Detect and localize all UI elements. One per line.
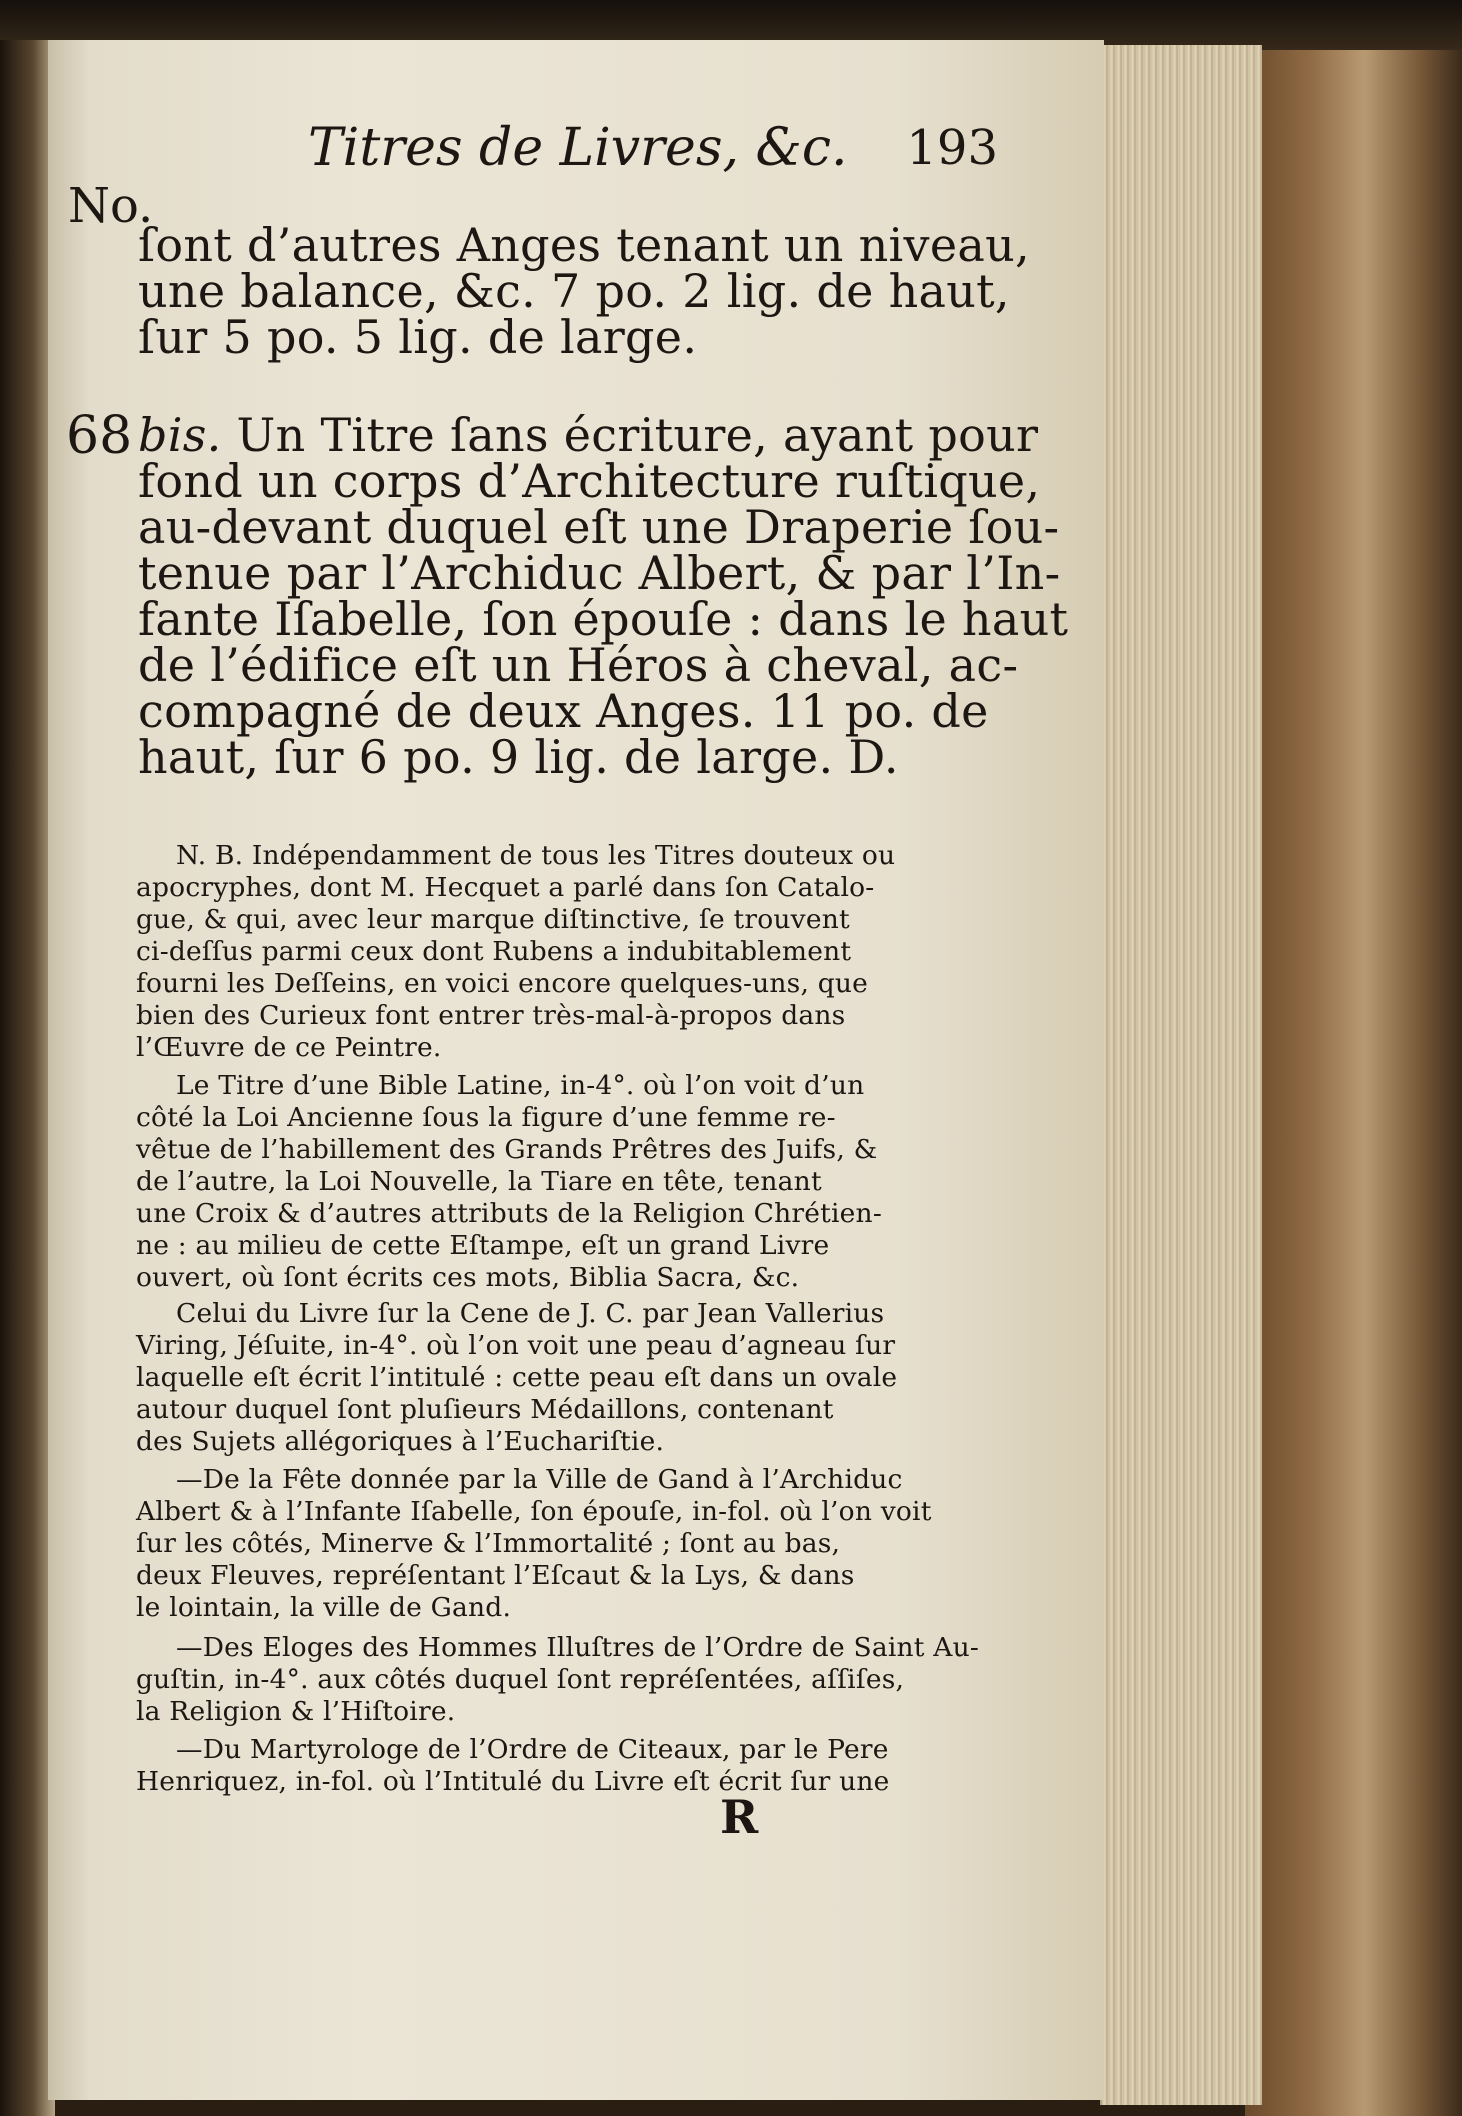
note-line: gue, & qui, avec leur marque diſtinctive, ſe trouvent bbox=[136, 904, 850, 935]
note-line: deux Fleuves, repréſentant l’Eſcaut & la Lys, & dans bbox=[136, 1560, 855, 1591]
note-line: guſtin, in-4°. aux côtés duquel ſont repréſentées, aſſiſes, bbox=[136, 1664, 905, 1695]
note-line: fourni les Deſſeins, en voici encore quelques-uns, que bbox=[136, 968, 869, 999]
note-line: vêtue de l’habillement des Grands Prêtres des Juifs, & bbox=[136, 1134, 878, 1165]
book-page bbox=[48, 40, 1104, 2100]
entry-line: haut, ſur 6 po. 9 lig. de large. D. bbox=[138, 730, 899, 784]
entry-line: fond un corps d’Architecture ruſtique, bbox=[138, 454, 1041, 508]
note-line: une Croix & d’autres attributs de la Religion Chrétien- bbox=[136, 1198, 882, 1229]
page-block-edges bbox=[1100, 45, 1262, 2105]
note-line: de l’autre, la Loi Nouvelle, la Tiare en tête, tenant bbox=[136, 1166, 822, 1197]
continuation-line: ſont d’autres Anges tenant un niveau, bbox=[138, 218, 1030, 272]
note-line: —Du Martyrologe de l’Ordre de Citeaux, par le Pere bbox=[176, 1734, 889, 1765]
entry-bis: bis. bbox=[138, 408, 222, 462]
entry-first-line: Un Titre ſans écriture, ayant pour bbox=[236, 408, 1039, 462]
note-line: —De la Fête donnée par la Ville de Gand à l’Archiduc bbox=[176, 1464, 903, 1495]
note-line: ſur les côtés, Minerve & l’Immortalité ; ſont au bas, bbox=[136, 1528, 841, 1559]
note-line: Celui du Livre ſur la Cene de J. C. par Jean Vallerius bbox=[176, 1298, 885, 1329]
continuation-line: une balance, &c. 7 po. 2 lig. de haut, bbox=[138, 264, 1010, 318]
book-gutter bbox=[0, 40, 55, 2116]
entry-line: tenue par l’Archiduc Albert, & par l’In- bbox=[138, 546, 1061, 600]
entry-number: 68 bbox=[66, 406, 133, 466]
note-line: laquelle eſt écrit l’intitulé : cette peau eſt dans un ovale bbox=[136, 1362, 898, 1393]
note-line: Le Titre d’une Bible Latine, in-4°. où l’on voit d’un bbox=[176, 1070, 865, 1101]
page-number: 193 bbox=[906, 120, 998, 176]
note-line: apocryphes, dont M. Hecquet a parlé dans ſon Catalo- bbox=[136, 872, 875, 903]
note-line: ouvert, où ſont écrits ces mots, Biblia Sacra, &c. bbox=[136, 1262, 800, 1293]
running-title: Titres de Livres, &c. bbox=[308, 118, 848, 178]
number-column-marker: No. bbox=[68, 178, 154, 234]
note-line: N. B. Indépendamment de tous les Titres douteux ou bbox=[176, 840, 896, 871]
note-line: la Religion & l’Hiſtoire. bbox=[136, 1696, 456, 1727]
note-line: le lointain, la ville de Gand. bbox=[136, 1592, 512, 1623]
note-line: ne : au milieu de cette Eſtampe, eſt un grand Livre bbox=[136, 1230, 830, 1261]
signature-mark: R bbox=[720, 1790, 759, 1844]
note-line: autour duquel ſont pluſieurs Médaillons, contenant bbox=[136, 1394, 834, 1425]
note-line: l’Œuvre de ce Peintre. bbox=[136, 1032, 442, 1063]
note-line: des Sujets allégoriques à l’Euchariſtie. bbox=[136, 1426, 665, 1457]
note-line: Henriquez, in-fol. où l’Intitulé du Livre eſt écrit ſur une bbox=[136, 1766, 890, 1797]
note-line: —Des Eloges des Hommes Illuſtres de l’Ordre de Saint Au- bbox=[176, 1632, 980, 1663]
note-line: Albert & à l’Infante Iſabelle, ſon épouſe, in-fol. où l’on voit bbox=[136, 1496, 932, 1527]
continuation-line: ſur 5 po. 5 lig. de large. bbox=[138, 310, 698, 364]
note-line: Viring, Jéſuite, in-4°. où l’on voit une peau d’agneau ſur bbox=[136, 1330, 896, 1361]
entry-line: au-devant duquel eſt une Draperie ſou- bbox=[138, 500, 1060, 554]
note-line: bien des Curieux font entrer très-mal-à-propos dans bbox=[136, 1000, 846, 1031]
entry-line: de l’édifice eſt un Héros à cheval, ac- bbox=[138, 638, 1019, 692]
note-line: côté la Loi Ancienne ſous la figure d’une femme re- bbox=[136, 1102, 836, 1133]
note-line: ci-deſſus parmi ceux dont Rubens a indubitablement bbox=[136, 936, 852, 967]
entry-line: fante Iſabelle, ſon épouſe : dans le haut bbox=[138, 592, 1069, 646]
book-cover-edge bbox=[1245, 50, 1462, 2116]
page-header bbox=[258, 118, 998, 188]
entry-line: compagné de deux Anges. 11 po. de bbox=[138, 684, 989, 738]
